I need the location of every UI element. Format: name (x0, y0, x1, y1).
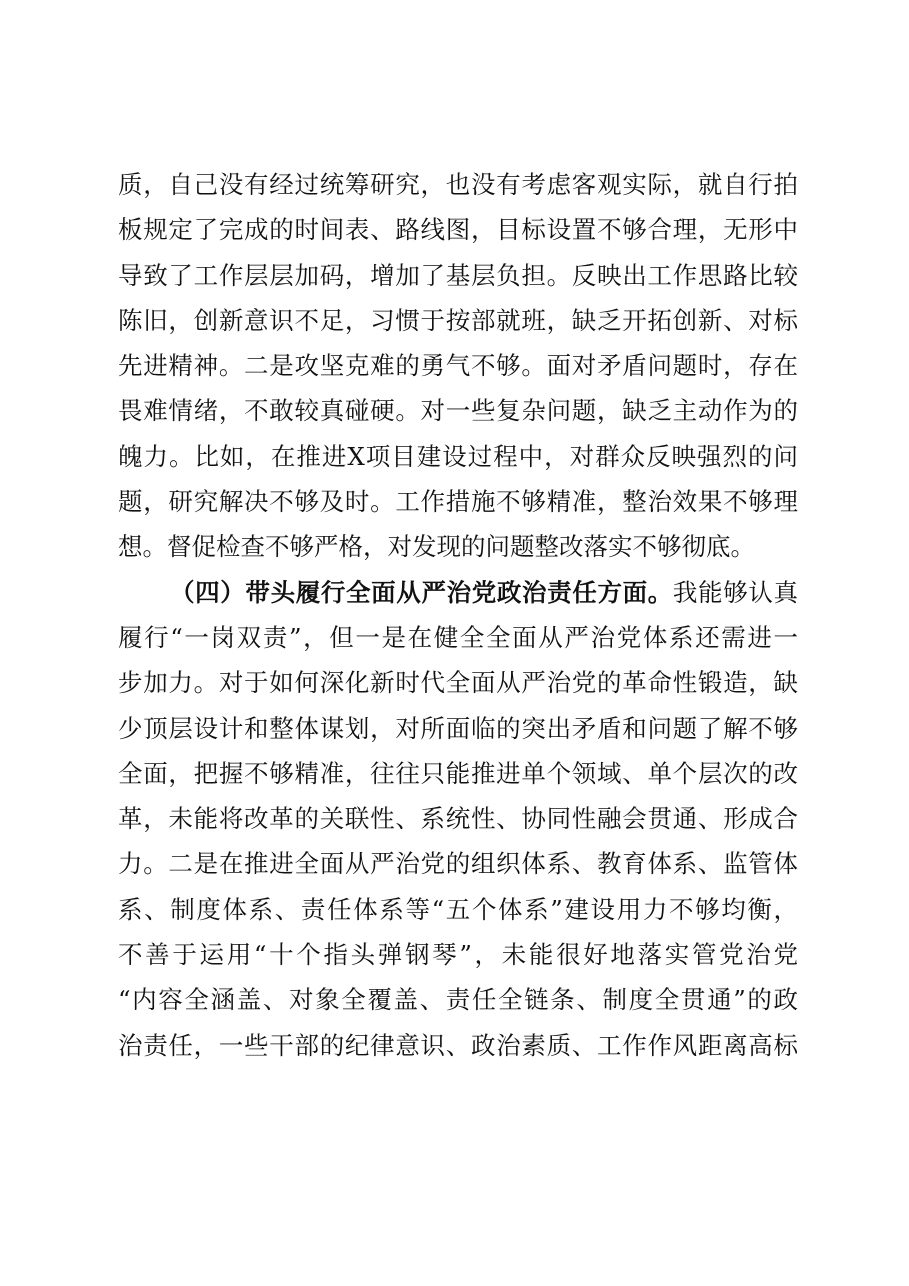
text-line: 陈旧，创新意识不足，习惯于按部就班，缺乏开拓创新、对标 (118, 305, 798, 335)
continued-paragraph (118, 162, 798, 570)
text-line: 系、制度体系、责任体系等“五个体系”建设用力不够均衡， (118, 894, 798, 924)
section-four-paragraph (118, 570, 798, 1068)
text-line: 畏难情绪，不敢较真碰硬。对一些复杂问题，缺乏主动作为的 (118, 396, 798, 426)
text-run: 我能够认真 (672, 577, 799, 607)
document-body (118, 162, 798, 1068)
text-line: 质，自己没有经过统筹研究，也没有考虑客观实际，就自行拍 (118, 170, 798, 199)
text-line: 题，研究解决不够及时。工作措施不够精准，整治效果不够理 (118, 487, 798, 517)
text-line: 力。二是在推进全面从严治党的组织体系、教育体系、监管体 (118, 849, 798, 879)
text-line: 全面，把握不够精准，往往只能推进单个领域、单个层次的改 (118, 758, 798, 788)
section-heading: （四）带头履行全面从严治党政治责任方面。 (170, 577, 673, 607)
text-line: 想。督促检查不够严格，对发现的问题整改落实不够彻底。 (118, 532, 755, 562)
text-line: 革，未能将改革的关联性、系统性、协同性融会贯通、形成合 (118, 804, 798, 834)
text-line: “内容全涵盖、对象全覆盖、责任全链条、制度全贯通”的政 (118, 985, 798, 1015)
text-line: 导致了工作层层加码，增加了基层负担。反映出工作思路比较 (118, 260, 798, 290)
text-line: 治责任，一些干部的纪律意识、政治素质、工作作风距离高标 (118, 1030, 798, 1060)
text-line: 履行“一岗双责”，但一是在健全全面从严治党体系还需进一 (118, 622, 798, 652)
text-line: 步加力。对于如何深化新时代全面从严治党的革命性锻造，缺 (118, 668, 798, 698)
text-line: 不善于运用“十个指头弹钢琴”，未能很好地落实管党治党 (118, 940, 798, 970)
text-line: 魄力。比如，在推进X项目建设过程中，对群众反映强烈的问 (118, 441, 798, 471)
text-line: 先进精神。二是攻坚克难的勇气不够。面对矛盾问题时，存在 (118, 351, 798, 381)
text-line: 板规定了完成的时间表、路线图，目标设置不够合理，无形中 (118, 215, 798, 245)
text-line: 少顶层设计和整体谋划，对所面临的突出矛盾和问题了解不够 (118, 713, 798, 743)
section-heading-line (118, 570, 798, 615)
